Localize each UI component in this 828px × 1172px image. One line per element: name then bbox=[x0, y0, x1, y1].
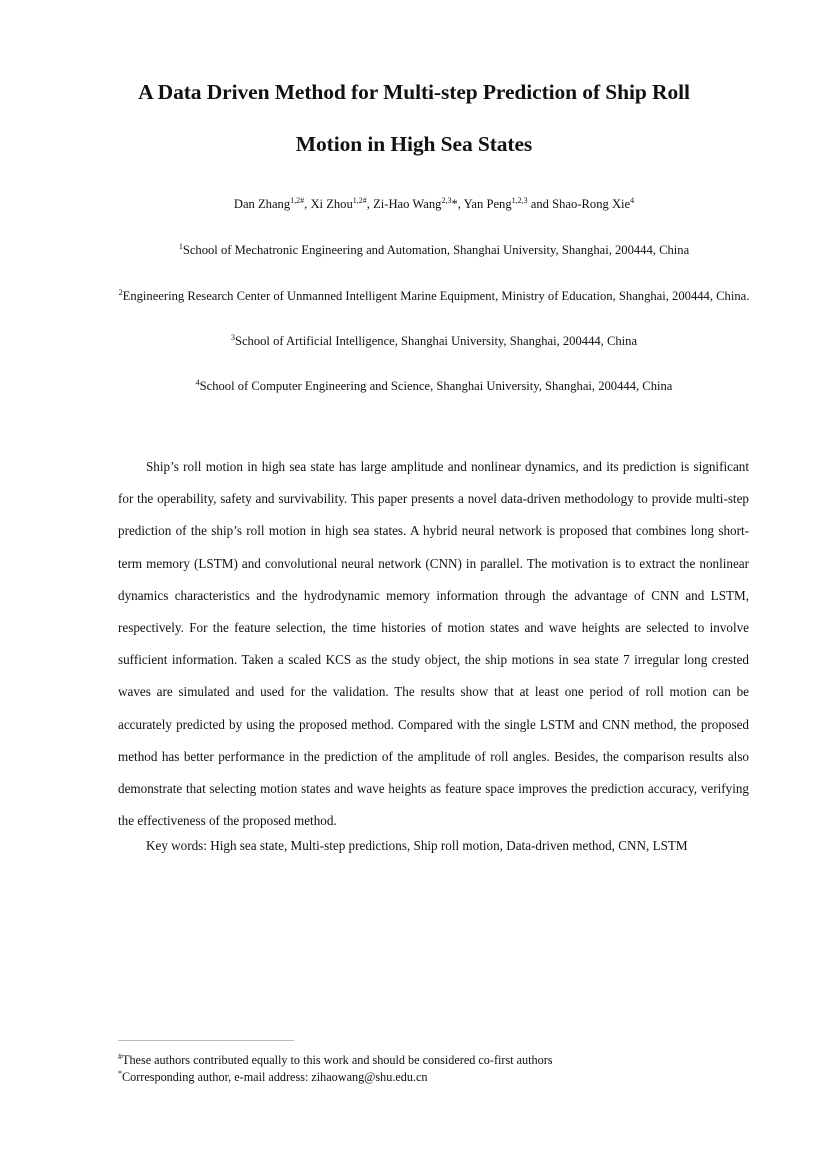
corresponding-author-mark: * bbox=[451, 197, 458, 211]
author-name: Zi-Hao Wang bbox=[373, 197, 442, 211]
affiliation-1 bbox=[0, 243, 828, 258]
author-name: Shao-Rong Xie bbox=[552, 197, 631, 211]
footnote-divider bbox=[118, 1040, 294, 1041]
affiliation-text: School of Artificial Intelligence, Shanghai University, Shanghai, 200444, China bbox=[234, 334, 638, 348]
footnote-co-first-authors bbox=[118, 1053, 758, 1068]
affiliation-text: School of Mechatronic Engineering and Automation, Shanghai University, Shanghai, 200444, China bbox=[182, 243, 690, 257]
footnote-corresponding-author bbox=[118, 1070, 758, 1085]
footnote-mark: * bbox=[118, 1068, 122, 1078]
affiliation-number: 2 bbox=[118, 287, 123, 297]
paper-title-line-1: A Data Driven Method for Multi-step Prediction of Ship Roll bbox=[138, 80, 690, 104]
author-separator: , bbox=[457, 197, 464, 211]
author-name: Yan Peng bbox=[463, 197, 512, 211]
abstract-paragraph: Ship’s roll motion in high sea state has large amplitude and nonlinear dynamics, and its prediction is significant for the operability, safety and survivability. This paper presents a novel data-driven methodology to provide multi-step prediction of the ship’s roll motion in high sea states. A hybrid neural network is proposed that combines long short-term memory (LSTM) and convolutional neural network (CNN) in parallel. The motivation is to extract the nonlinear dynamics characteristics and the hydrodynamic memory information through the advantage of CNN and LSTM, respectively. For the feature selection, the time histories of motion states and wave heights are selected to involve sufficient information. Taken a scaled KCS as the study object, the ship motions in sea state 7 irregular long crested waves are simulated and used for the validation. The results show that at least one period of roll motion can be accurately predicted by using the proposed method. Compared with the single LSTM and CNN method, the proposed method has better performance in the prediction of the amplitude of roll angles. Besides, the comparison results also demonstrate that selecting motion states and wave heights as feature space improves the prediction accuracy, verifying the effectiveness of the proposed method. bbox=[118, 459, 749, 829]
affiliation-text: School of Computer Engineering and Science, Shanghai University, Shanghai, 200444, China bbox=[199, 379, 673, 393]
affiliation-text: Engineering Research Center of Unmanned Intelligent Marine Equipment, Ministry of Education, Shanghai, 200444, China. bbox=[122, 289, 750, 303]
author-affiliation-mark: 1,2,3 bbox=[511, 195, 528, 205]
keywords: Key words: High sea state, Multi-step predictions, Ship roll motion, Data-driven method, CNN, LSTM bbox=[146, 838, 688, 853]
author-name: Dan Zhang bbox=[233, 197, 291, 211]
author-affiliation-mark: 1,2# bbox=[290, 195, 305, 205]
affiliation-number: 4 bbox=[195, 377, 200, 387]
affiliation-number: 1 bbox=[178, 241, 183, 251]
affiliation-2 bbox=[0, 289, 828, 304]
author-affiliation-mark: 2,3 bbox=[441, 195, 452, 205]
footnote-text: Corresponding author, e-mail address: zihaowang@shu.edu.cn bbox=[122, 1070, 428, 1084]
author-affiliation-mark: 4 bbox=[630, 195, 635, 205]
author-separator: , bbox=[366, 197, 374, 211]
author-affiliation-mark: 1,2# bbox=[352, 195, 367, 205]
footnote-mark: # bbox=[118, 1051, 122, 1061]
paper-title-line-2: Motion in High Sea States bbox=[295, 132, 533, 156]
author-list bbox=[0, 197, 828, 212]
affiliation-number: 3 bbox=[230, 332, 235, 342]
affiliation-4 bbox=[0, 379, 828, 394]
author-name: Xi Zhou bbox=[310, 197, 353, 211]
author-separator: and bbox=[527, 197, 553, 211]
footnote-text: These authors contributed equally to this work and should be considered co-first authors bbox=[122, 1053, 553, 1067]
affiliation-3 bbox=[0, 334, 828, 349]
author-separator: , bbox=[304, 197, 311, 211]
